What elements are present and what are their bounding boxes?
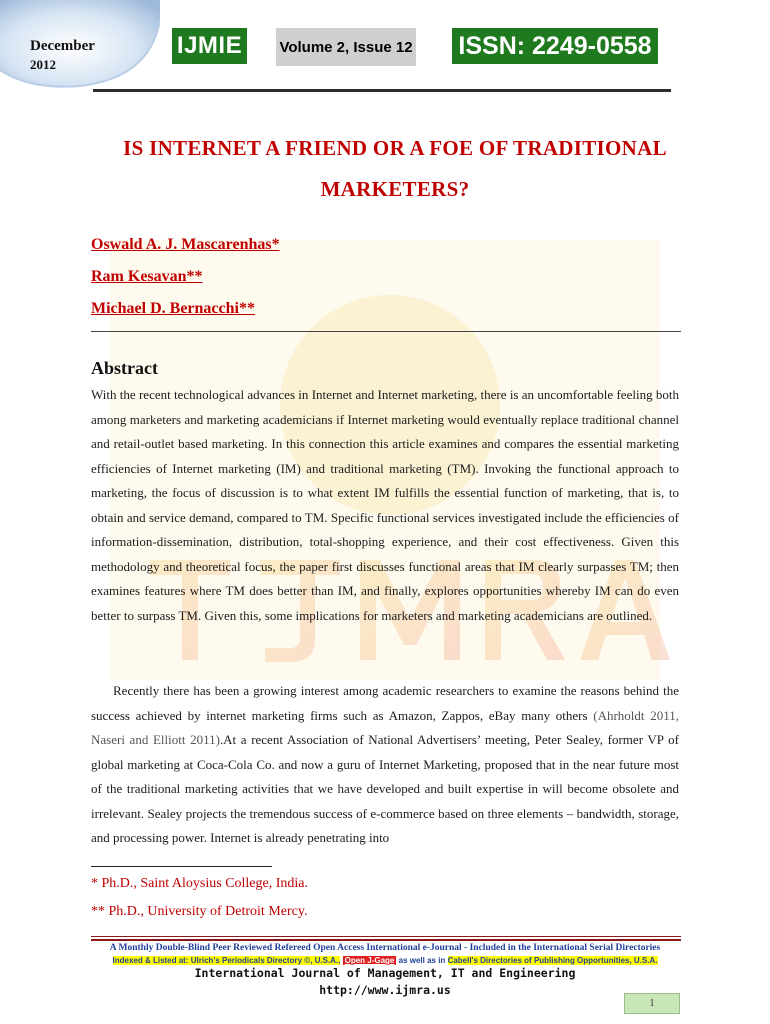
footnote-divider xyxy=(91,866,272,867)
intro-text-continued: .At a recent Association of National Advertisers’ meeting, Peter Sealey, former VP of global marketing at Coca-Cola Co. and now a guru of Internet Marketing, proposed that in the near future most of the traditional marketing activities that we have developed and built expertise in will become obsolete and irrelevant. Sealey projects the tremendous success of e-commerce based on three elements – bandwidth, storage, and processing power. Internet is already penetrating into xyxy=(91,732,679,845)
volume-issue-label: Volume 2, Issue 12 xyxy=(279,38,413,56)
header-year: 2012 xyxy=(30,57,56,72)
cabell-index-text: Cabell's Directories of Publishing Opportunities, U.S.A. xyxy=(447,956,658,965)
intro-paragraph xyxy=(91,679,679,851)
journal-abbreviation-badge: IJMIE xyxy=(172,28,247,64)
paper-title: IS INTERNET A FRIEND OR A FOE OF TRADITIONAL MARKETERS? xyxy=(123,136,667,201)
footer-indexing-line xyxy=(85,956,685,965)
intro-text: Recently there has been a growing interest among academic researchers to examine the reasons behind the success achieved by internet marketing firms such as Amazon, Zappos, eBay many others xyxy=(91,683,679,723)
page-number: 1 xyxy=(649,998,655,1009)
indexing-connector: as well as in xyxy=(398,956,446,965)
footnote: * Ph.D., Saint Aloysius College, India. xyxy=(91,876,308,891)
footer-divider xyxy=(91,936,681,937)
footer-journal-name: International Journal of Management, IT and Engineering xyxy=(194,966,576,980)
volume-issue-badge xyxy=(276,28,416,66)
author-name: Michael D. Bernacchi** xyxy=(91,300,255,317)
author-name: Oswald A. J. Mascarenhas* xyxy=(91,236,280,253)
author-divider xyxy=(91,331,681,332)
ulrich-index-text: Indexed & Listed at: Ulrich's Periodicals Directory ©, U.S.A., xyxy=(112,956,341,965)
header-divider xyxy=(93,89,671,92)
footnote: ** Ph.D., University of Detroit Mercy. xyxy=(91,904,308,919)
footer-website-link[interactable]: http://www.ijmra.us xyxy=(319,983,451,997)
header-month: December xyxy=(30,38,95,54)
footer-journal-description: A Monthly Double-Blind Peer Reviewed Refereed Open Access International e-Journal - Included in the International Serial Directories xyxy=(109,943,661,953)
author-name: Ram Kesavan** xyxy=(91,268,203,285)
abstract-paragraph: With the recent technological advances in Internet and Internet marketing, there is an uncomfortable feeling both among marketers and marketing academicians if Internet marketing would eventually replace traditional channel and retail-outlet based marketing. In this connection this article examines and compares the essential marketing efficiencies of Internet marketing (IM) and traditional marketing (TM). Invoking the functional approach to marketing, the focus of discussion is to what extent IM fulfills the essential function of marketing, that is, to obtain and service demand, compared to TM. Specific functional services investigated include the efficiencies of information-dissemination, distribution, total-shopping experience, and their cost effectiveness. Given this methodology and theoretical focus, the paper first discusses functional areas that IM clearly surpasses TM; then examines features where TM does better than IM, and finally, explores opportunities whereby IM can do even better to surpass TM. Given this, some implications for marketers and marketing academicians are outlined. xyxy=(91,387,679,623)
footer-divider xyxy=(91,939,681,941)
page-number-badge xyxy=(624,993,680,1014)
abstract-heading: Abstract xyxy=(91,358,158,378)
citation-link[interactable]: (Ahrholdt 2011, Naseri and Elliott 2011) xyxy=(91,707,679,747)
issn-badge: ISSN: 2249-0558 xyxy=(452,28,658,64)
open-jgage-link[interactable]: Open J-Gage xyxy=(344,956,395,965)
